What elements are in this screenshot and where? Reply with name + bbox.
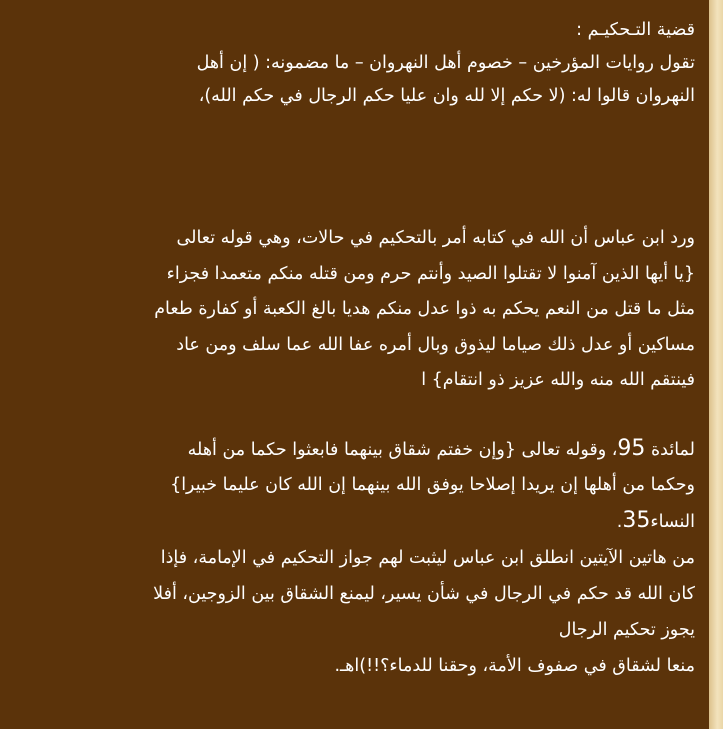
text-line: كان الله قد حكم في الرجال في شأن يسير، ليمنع الشقاق بين الزوجين، أفلا (153, 583, 695, 604)
paragraph-intro (18, 14, 695, 113)
text-line: {يا أيها الذين آمنوا لا تقتلوا الصيد وأنتم حرم ومن قتله منكم متعمدا فجزاء (166, 263, 695, 284)
text-line: وحكما من أهلها إن يريدا إصلاحا يوفق الله بينهما إن الله كان عليما خبيرا} (170, 474, 695, 495)
text-line: فينتقم الله منه والله عزيز ذو انتقام} ا (421, 370, 695, 390)
page-edge (709, 0, 723, 729)
text-line (18, 431, 695, 468)
spacer (18, 399, 695, 431)
text-line: تقول روايات المؤرخين – خصوم أهل النهروان – ما مضمونه: ( إن أهل (196, 53, 695, 73)
text-line: ورد ابن عباس أن الله في كتابه أمر بالتحكيم في حالات، وهي قوله تعالى (176, 228, 695, 248)
text-line: النهروان قالوا له: (لا حكم إلا لله وان عليا حكم الرجال في حكم الله)، (198, 86, 695, 106)
section-heading: قضية التـحكيـم : (576, 20, 695, 40)
text-line: من هاتين الآيتين انطلق ابن عباس ليثبت لهم جواز التحكيم في الإمامة، فإذا (160, 547, 695, 568)
text-fragment: لمائدة (645, 439, 695, 460)
text-line: يجوز تحكيم الرجال (558, 619, 695, 640)
verse-number: 95 (617, 435, 646, 461)
text-line: مساكين أو عدل ذلك صياما ليذوق وبال أمره عفا الله عما سلف ومن عاد (176, 334, 695, 355)
text-fragment: النساء (650, 511, 695, 532)
spacer (18, 113, 695, 221)
paragraph-ibn-abbas (18, 221, 695, 399)
verse-number: 35 (622, 507, 651, 533)
paragraph-verses (18, 431, 695, 540)
text-fragment: ، وقوله تعالى {وإن خفتم شقاق بينهما فابعثوا حكما من أهله (187, 439, 618, 460)
text-line: منعا لشقاق في صفوف الأمة، وحقنا للدماء؟!!)اهـ. (334, 655, 695, 676)
text-line (18, 503, 695, 540)
paragraph-conclusion (18, 540, 695, 684)
text-fragment: . (616, 511, 623, 532)
text-line: مثل ما قتل من النعم يحكم به ذوا عدل منكم هديا بالغ الكعبة أو كفارة طعام (154, 299, 695, 319)
